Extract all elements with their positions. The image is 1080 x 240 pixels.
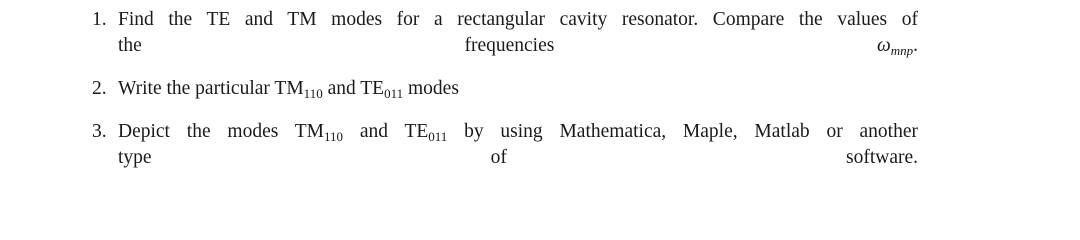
problem-text-2 <box>118 76 918 102</box>
problem-3-part-1: Depict the modes TM <box>118 121 325 142</box>
problem-text-1 <box>118 7 918 59</box>
problem-text-3 <box>118 119 918 171</box>
tm-subscript: 110 <box>324 129 344 144</box>
period: . <box>913 35 918 56</box>
problem-2-line-1 <box>118 76 918 102</box>
problem-number-2: 2. <box>92 78 107 99</box>
problem-3-line-1 <box>118 119 918 145</box>
te-subscript: 011 <box>384 86 404 101</box>
problem-3-part-3: by using Mathematica, Maple, Matlab or another <box>447 121 918 142</box>
problem-2-part-1: Write the particular TM <box>118 78 304 99</box>
omega-subscript: mnp <box>890 43 914 58</box>
te-subscript: 011 <box>428 129 448 144</box>
problem-1-text: the frequencies <box>118 35 877 56</box>
problem-1-line-1: Find the TE and TM modes for a rectangular cavity resonator. Compare the values of <box>118 9 918 30</box>
problem-number-3: 3. <box>92 121 107 142</box>
omega-symbol: ω <box>876 35 891 56</box>
problem-1-line-2 <box>118 33 918 59</box>
problem-2-part-3: modes <box>403 78 459 99</box>
problem-number-1: 1. <box>92 9 107 30</box>
tm-subscript: 110 <box>303 86 323 101</box>
problem-3-line-2: type of software. <box>118 147 918 168</box>
problem-3-part-2: and TE <box>343 121 429 142</box>
problem-2-part-2: and TE <box>322 78 385 99</box>
